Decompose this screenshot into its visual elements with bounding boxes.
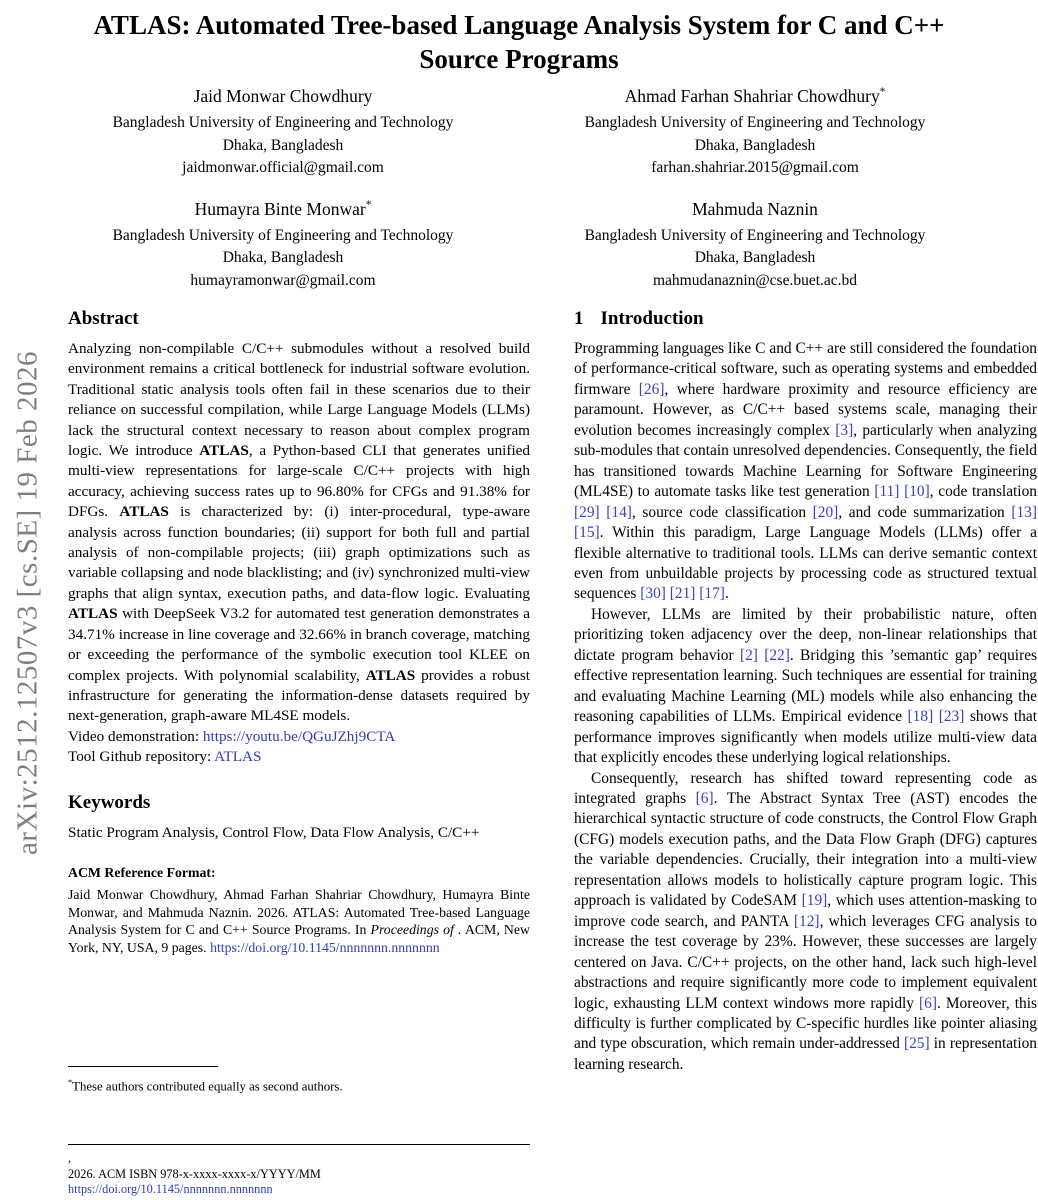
citation-ref[interactable]: [20] [812, 503, 839, 521]
citation-ref[interactable]: [3] [835, 421, 854, 439]
author-block [53, 199, 513, 293]
copyright-line: , [68, 1151, 72, 1165]
citation-ref[interactable]: [6] [919, 994, 937, 1012]
paper-title: ATLAS: Automated Tree-based Language Analysis System for C and C++ Source Programs [93, 10, 945, 74]
author-affiliation: Bangladesh University of Engineering and Technology [584, 226, 926, 244]
citation-ref[interactable]: [13] [1011, 503, 1037, 521]
copyright-block [68, 1144, 530, 1198]
citation-ref[interactable]: [21] [669, 585, 696, 603]
author-email: farhan.shahriar.2015@gmail.com [651, 159, 859, 176]
link[interactable]: https://doi.org/10.1145/nnnnnnn.nnnnnnn [210, 939, 440, 955]
footnote-marker: * [879, 86, 886, 99]
citation-ref[interactable]: [10] [904, 483, 930, 501]
video-demo-line: Video demonstration: https://youtu.be/QGuJZhj9CTA [68, 727, 396, 745]
footnote-text: *These authors contributed equally as second authors. [68, 1078, 343, 1094]
citation-ref[interactable]: [17] [699, 585, 725, 603]
intro-paragraph-1: Programming languages like C and C++ are still considered the foundation of performance-critical software, such as operating systems and embedded firmware [26], where hardware proximity and resource efficiency are paramount. However, as C/C++ based systems scale, managing their evolution becomes increasingly complex [3], particularly when analyzing sub-modules that contain unresolved dependencies. Consequently, the field has transitioned towards Machine Learning for Software Engineering (ML4SE) to automate tasks like test generation [11] [10], code translation [29] [14], source code classification [20], and code summarization [13] [15]. Within this paradigm, Large Language Models (LLMs) offer a flexible alternative to traditional tools. LLMs can derive semantic context even from unbuildable projects by processing code as structured textual sequences [30] [21] [17]. [574, 340, 1037, 603]
link[interactable]: https://youtu.be/QGuJZhj9CTA [202, 727, 396, 745]
author-email: jaidmonwar.official@gmail.com [182, 159, 384, 176]
citation-ref[interactable]: [11] [874, 483, 900, 501]
citation-ref[interactable]: [23] [938, 708, 965, 726]
author-affiliation: Bangladesh University of Engineering and Technology [112, 226, 454, 244]
right-column [574, 308, 1037, 1075]
citation-ref[interactable]: [14] [606, 503, 632, 521]
link[interactable]: ATLAS [214, 748, 262, 766]
author-block [525, 199, 985, 293]
citation-ref[interactable]: [26] [638, 380, 665, 398]
author-email: mahmudanaznin@cse.buet.ac.bd [652, 271, 858, 289]
link[interactable]: https://doi.org/10.1145/nnnnnnn.nnnnnnn [68, 1182, 273, 1196]
citation-ref[interactable]: [2] [739, 646, 758, 664]
author-city: Dhaka, Bangladesh [222, 249, 344, 266]
abstract-text: Analyzing non-compilable C/C++ submodules without a resolved build environment remains a critical bottleneck for industrial software evolution. Traditional static analysis tools often fail in these scenarios due to their reliance on successful compilation, while Large Language Models (LLMs) lack the structural context necessary to reason about complex program logic. We introduce ATLAS, a Python-based CLI that generates unified multi-view representations for large-scale C/C++ projects with high accuracy, achieving success rates up to 96.80% for CFGs and 91.38% for DFGs. ATLAS is characterized by: (i) inter-procedural, type-aware analysis across function boundaries; (ii) support for both full and partial analysis of non-compilable projects; (iii) graph optimizations such as variable collapsing and node blacklisting; and (iv) synchronized multi-view graphs that align syntax, execution paths, and data-flow logic. Evaluating ATLAS with DeepSeek V3.2 for automated test generation demonstrates a 34.71% increase in line coverage and 32.66% in branch coverage, matching or exceeding the performance of the symbolic execution tool KLEE on complex projects. With polynomial scalability, ATLAS provides a robust infrastructure for generating the information-dense datasets required by next-generation, graph-aware ML4SE models. [68, 340, 530, 725]
author-city: Dhaka, Bangladesh [694, 249, 816, 266]
author-affiliation: Bangladesh University of Engineering and Technology [112, 114, 454, 131]
keywords-heading: Keywords [68, 791, 151, 813]
footnote-marker: * [365, 198, 372, 211]
author-city: Dhaka, Bangladesh [222, 136, 344, 154]
citation-ref[interactable]: [18] [907, 708, 934, 726]
citation-ref[interactable]: [6] [695, 789, 714, 807]
arxiv-watermark: arXiv:2512.12507v3 [cs.SE] 19 Feb 2026 [11, 351, 44, 855]
citation-ref[interactable]: [19] [801, 892, 828, 910]
acm-ref-heading: ACM Reference Format: [68, 864, 216, 880]
citation-ref[interactable]: [25] [903, 1035, 930, 1053]
section-title: Introduction [600, 308, 704, 329]
author-email: humayramonwar@gmail.com [190, 271, 376, 289]
citation-ref[interactable]: [29] [574, 503, 600, 521]
citation-ref[interactable]: [30] [640, 585, 666, 603]
author-affiliation: Bangladesh University of Engineering and Technology [584, 114, 926, 131]
author-name: Jaid Monwar Chowdhury [193, 86, 373, 106]
footnote-block [68, 1066, 530, 1094]
introduction-heading [574, 308, 1037, 330]
citation-ref[interactable]: [15] [574, 524, 600, 542]
acm-ref-text: Jaid Monwar Chowdhury, Ahmad Farhan Shahriar Chowdhury, Humayra Binte Monwar, and Mahmuda Naznin. 2026. ATLAS: Automated Tree-based Language Analysis System for C and C++ Source Programs. In Proceedings of . ACM, New York, NY, USA, 9 pages. https://doi.org/10.1145/nnnnnnn.nnnnnnn [68, 886, 530, 955]
author-name: Ahmad Farhan Shahriar Chowdhury* [624, 86, 886, 106]
abstract-heading: Abstract [68, 308, 139, 329]
citation-ref[interactable]: [22] [764, 646, 790, 664]
author-name: Mahmuda Naznin [692, 198, 818, 219]
author-name: Humayra Binte Monwar* [194, 198, 372, 219]
keywords-text: Static Program Analysis, Control Flow, Data Flow Analysis, C/C++ [68, 823, 480, 841]
isbn-line: 2026. ACM ISBN 978-x-xxxx-xxxx-x/YYYY/MM [68, 1166, 321, 1181]
author-block [53, 86, 513, 180]
author-city: Dhaka, Bangladesh [694, 136, 816, 154]
authors-grid [53, 86, 985, 292]
doi-line [68, 1182, 530, 1198]
copyright-rule [68, 1144, 530, 1145]
intro-paragraph-2: However, LLMs are limited by their probabilistic nature, often prioritizing token adjacency over the deep, non-linear relationships that dictate program behavior [2] [22]. Bridging this ’semantic gap’ requires effective representation learning. Such techniques are essential for training and evaluating Machine Learning (ML) models while also enhancing the reasoning capabilities of LLMs. Empirical evidence [18] [23] shows that performance improves significantly when models utilize multi-view data that explicitly encodes these underlying logical relationships. [574, 605, 1038, 767]
left-column [68, 308, 530, 956]
author-block [525, 86, 985, 180]
citation-ref[interactable]: [12] [793, 912, 820, 930]
footnote-rule [68, 1066, 218, 1067]
section-number: 1 [574, 308, 584, 329]
intro-paragraph-3: Consequently, research has shifted toward representing code as integrated graphs [6]. The Abstract Syntax Tree (AST) encodes the hierarchical syntactic structure of code constructs, the Control Flow Graph (CFG) models execution paths, and the Data Flow Graph (DFG) captures the variable dependencies. Crucially, their integration into a multi-view representation allows models to holistically capture program logic. This approach is validated by CodeSAM [19], which uses attention-masking to improve code search, and PANTA [12], which leverages CFG analysis to increase the test coverage by 23%. However, these successes are largely centered on Java. C/C++ projects, on the other hand, lack such high-level abstractions and require significantly more code to implement equivalent logic, exhausting LLM context windows more rapidly [6]. Moreover, this difficulty is further complicated by C-specific hurdles like pointer aliasing and type obscuration, which remain under-addressed [25] in representation learning research. [574, 769, 1038, 1073]
repo-line: Tool Github repository: ATLAS [68, 748, 262, 766]
